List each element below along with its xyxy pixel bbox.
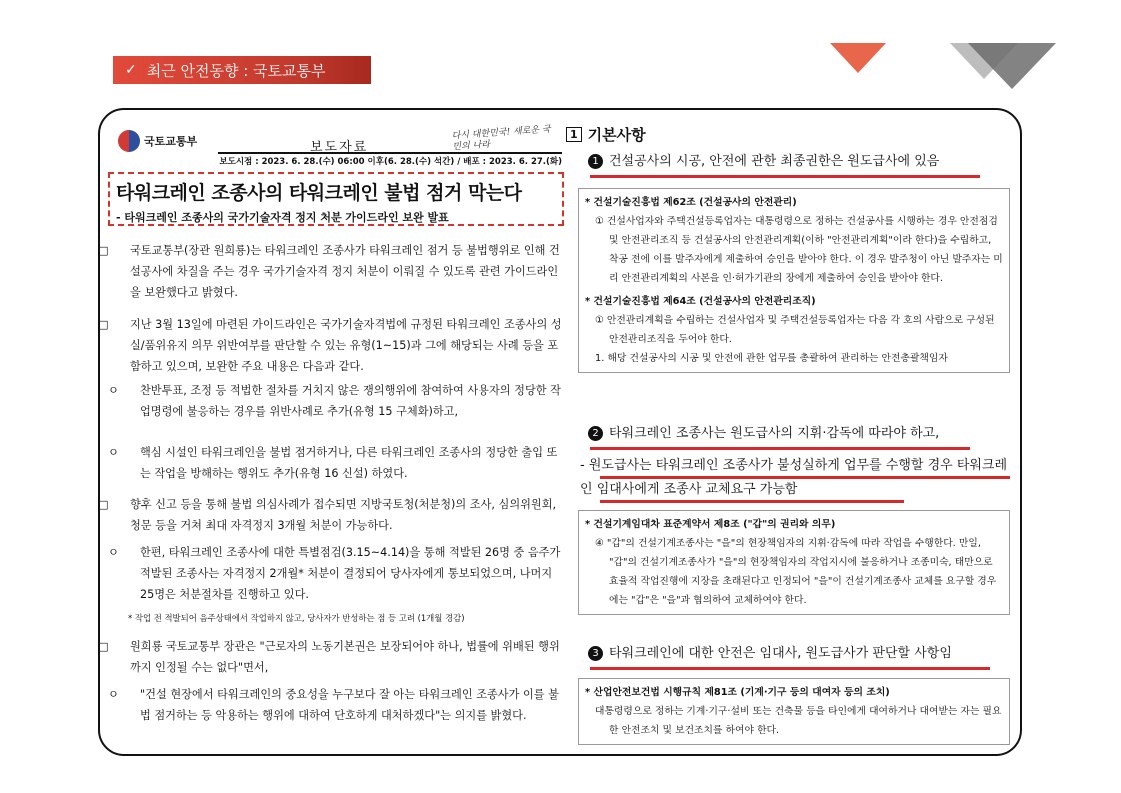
logo-text: 국토교통부: [144, 135, 198, 148]
decorative-triangle-dark: [968, 43, 1056, 89]
press-title-box: [108, 172, 564, 226]
bullet-square: □: [98, 318, 109, 331]
point-2: [588, 424, 939, 444]
press-date-line: 보도시점 : 2023. 6. 28.(수) 06:00 이후(6. 28.(수) 석간) / 배포 : 2023. 6. 27.(화): [218, 152, 562, 167]
law-text: ① 안전관리계획을 수립하는 건설사업자 및 주택건설등록업자는 다음 각 호의 사람으로 구성된 안전관리조직을 두어야 한다.: [595, 315, 995, 345]
paragraph-text: 지난 3월 13일에 마련된 가이드라인은 국가기술자격법에 규정된 타워크레인 조종사의 성실/품위유지 의무 위반여부를 판단할 수 있는 유형(1~15)과 그에 해당되는 사례 등을 포함하고 있으며, 보완한 주요 내용은 다음과 같다.: [130, 318, 562, 373]
paragraph-text: 핵심 시설인 타워크레인을 불법 점거하거나, 다른 타워크레인 조종사의 정당한 출입 또는 작업을 방해하는 행위도 추가(유형 16 신설) 하였다.: [140, 446, 558, 480]
red-underline: [600, 476, 1010, 479]
ministry-logo: [118, 130, 197, 152]
section-banner: [113, 56, 371, 84]
basics-section: [566, 118, 1012, 752]
law-box: [578, 678, 1010, 745]
paragraph-text: 원희룡 국토교통부 장관은 "근로자의 노동기본권은 보장되어야 하나, 법률에 위배된 행위까지 인정될 수는 없다"면서,: [130, 640, 560, 674]
paragraph-text: 찬반투표, 조정 등 적법한 절차를 거치지 않은 쟁의행위에 참여하여 사용자의 정당한 작업명령에 불응하는 경우를 위반사례로 추가(유형 15 구체화)하고,: [140, 384, 561, 418]
basics-heading: [566, 124, 646, 145]
paragraph-text: 한편, 타워크레인 조종사에 대한 특별점검(3.15~4.14)을 통해 적발된 26명 중 음주가 적발된 조종사는 자격정지 2개월* 처분이 결정되어 당사자에게 통보되었으며, 나머지 25명은 처분절차를 진행하고 있다.: [140, 546, 561, 601]
point-text: 타워크레인에 대한 안전은 임대사, 원도급사가 판단할 사항임: [609, 646, 952, 661]
paragraph-text: 향후 신고 등을 통해 불법 의심사례가 접수되면 지방국토청(처분청)의 조사, 심의위원회, 청문 등을 거쳐 최대 자격정지 3개월 처분이 가능하다.: [130, 498, 557, 532]
law-text: 1. 해당 건설공사의 시공 및 안전에 관한 업무를 총괄하여 관리하는 안전총괄책임자: [595, 353, 948, 364]
press-subparagraph: [108, 442, 562, 484]
slogan: 다시 대한민국! 새로운 국민의 나라: [451, 124, 551, 153]
press-title: 타워크레인 조종사의 타워크레인 불법 점거 막는다: [116, 182, 522, 204]
press-paragraph: [98, 636, 562, 678]
press-subparagraph: [108, 542, 562, 605]
law-title: * 건설기술진흥법 제64조 (건설공사의 안전관리조직): [585, 296, 816, 307]
check-icon: ✓: [125, 62, 137, 78]
point-text: 건설공사의 시공, 안전에 관한 최종권한은 원도급사에 있음: [609, 154, 940, 169]
point-text: 타워크레인 조종사는 원도급사의 지휘·감독에 따라야 하고,: [609, 426, 940, 441]
taegeuk-logo-icon: [118, 130, 140, 152]
press-label: 보도자료: [310, 140, 369, 155]
paragraph-text: 국토교통부(장관 원희룡)는 타워크레인 조종사가 타워크레인 점거 등 불법행위로 인해 건설공사에 차질을 주는 경우 국가기술자격 정지 처분이 이뤄질 수 있도록 관련 가이드라인을 보완했다고 밝혔다.: [130, 244, 560, 299]
press-paragraph: [98, 314, 562, 377]
section-number: 1: [566, 127, 582, 142]
point-number-icon: 3: [588, 646, 603, 661]
point-number-icon: 1: [588, 154, 603, 169]
press-paragraph: [98, 494, 562, 536]
bullet-circle: ㅇ: [108, 446, 119, 459]
bullet-square: □: [98, 640, 109, 653]
bullet-square: □: [98, 244, 109, 257]
point-1: [588, 152, 939, 172]
dash-statement: - 원도급사는 타워크레인 조종사가 불성실하게 업무를 수행할 경우 타워크레인 임대사에게 조종사 교체요구 가능함: [580, 458, 1008, 497]
press-release: [98, 118, 568, 752]
red-underline: [600, 500, 904, 503]
press-subtitle: - 타워크레인 조종사의 국가기술자격 정지 처분 가이드라인 보완 발표: [116, 211, 449, 224]
footnote: * 작업 전 적발되어 음주상태에서 작업하지 않고, 당사자가 반성하는 점 등 고려 (1개월 경감): [128, 613, 465, 623]
law-title: * 산업안전보건법 시행규칙 제81조 (기계·기구 등의 대여자 등의 조치): [585, 687, 890, 698]
bullet-circle: ㅇ: [108, 688, 119, 701]
bullet-circle: ㅇ: [108, 546, 119, 559]
basics-title: 기본사항: [587, 126, 646, 144]
press-paragraph: [98, 240, 562, 303]
law-title: * 건설기술진흥법 제62조 (건설공사의 안전관리): [585, 197, 797, 208]
law-text: 대통령령으로 정하는 기계·기구·설비 또는 건축물 등을 타인에게 대여하거나 대여받는 자는 필요한 안전조치 및 보건조치를 하여야 한다.: [595, 706, 1002, 736]
bullet-square: □: [98, 498, 109, 511]
bullet-circle: ㅇ: [108, 384, 119, 397]
law-text: ① 건설사업자와 주택건설등록업자는 대통령령으로 정하는 건설공사를 시행하는 경우 안전점검 및 안전관리조직 등 건설공사의 안전관리계획(이하 "안전관리계획"이라 한다)을 수립하고, 착공 전에 이를 발주자에게 제출하여 승인을 받아야 한다. 이 경우 발주청이 아닌 발주자는 미리 안전관리계획의 사본을 인·허가기관의 장에게 제출하여 승인을 받아야 한다.: [595, 216, 1003, 284]
paragraph-text: "건설 현장에서 타워크레인의 중요성을 누구보다 잘 아는 타워크레인 조종사가 이를 불법 점거하는 등 악용하는 행위에 대하여 단호하게 대처하겠다"는 의지를 밝혔다.: [140, 688, 559, 722]
point-number-icon: 2: [588, 426, 603, 441]
law-text: ④ "갑"의 건설기계조종사는 "을"의 현장책임자의 지휘·감독에 따라 작업을 수행한다. 만일, "갑"의 건설기계조종사가 "을"의 현장책임자의 작업지시에 불응하거나 조종미숙, 태만으로 효율적 작업진행에 지장을 초래된다고 인정되어 "을"이 건설기계조종사 교체를 요구할 경우에는 "갑"은 "을"과 협의하여 교체하여야 한다.: [595, 538, 997, 606]
banner-title: 최근 안전동향 : 국토교통부: [146, 61, 326, 80]
point-3: [588, 644, 952, 664]
law-box: [578, 188, 1010, 373]
press-subparagraph: [108, 684, 562, 726]
decorative-triangle-red: [830, 43, 886, 73]
red-underline: [590, 667, 990, 670]
law-box: [578, 510, 1010, 615]
press-subparagraph: [108, 380, 562, 422]
red-underline: [590, 175, 980, 178]
law-title: * 건설기계임대차 표준계약서 제8조 ("갑"의 권리와 의무): [585, 519, 836, 530]
red-underline: [590, 447, 970, 450]
